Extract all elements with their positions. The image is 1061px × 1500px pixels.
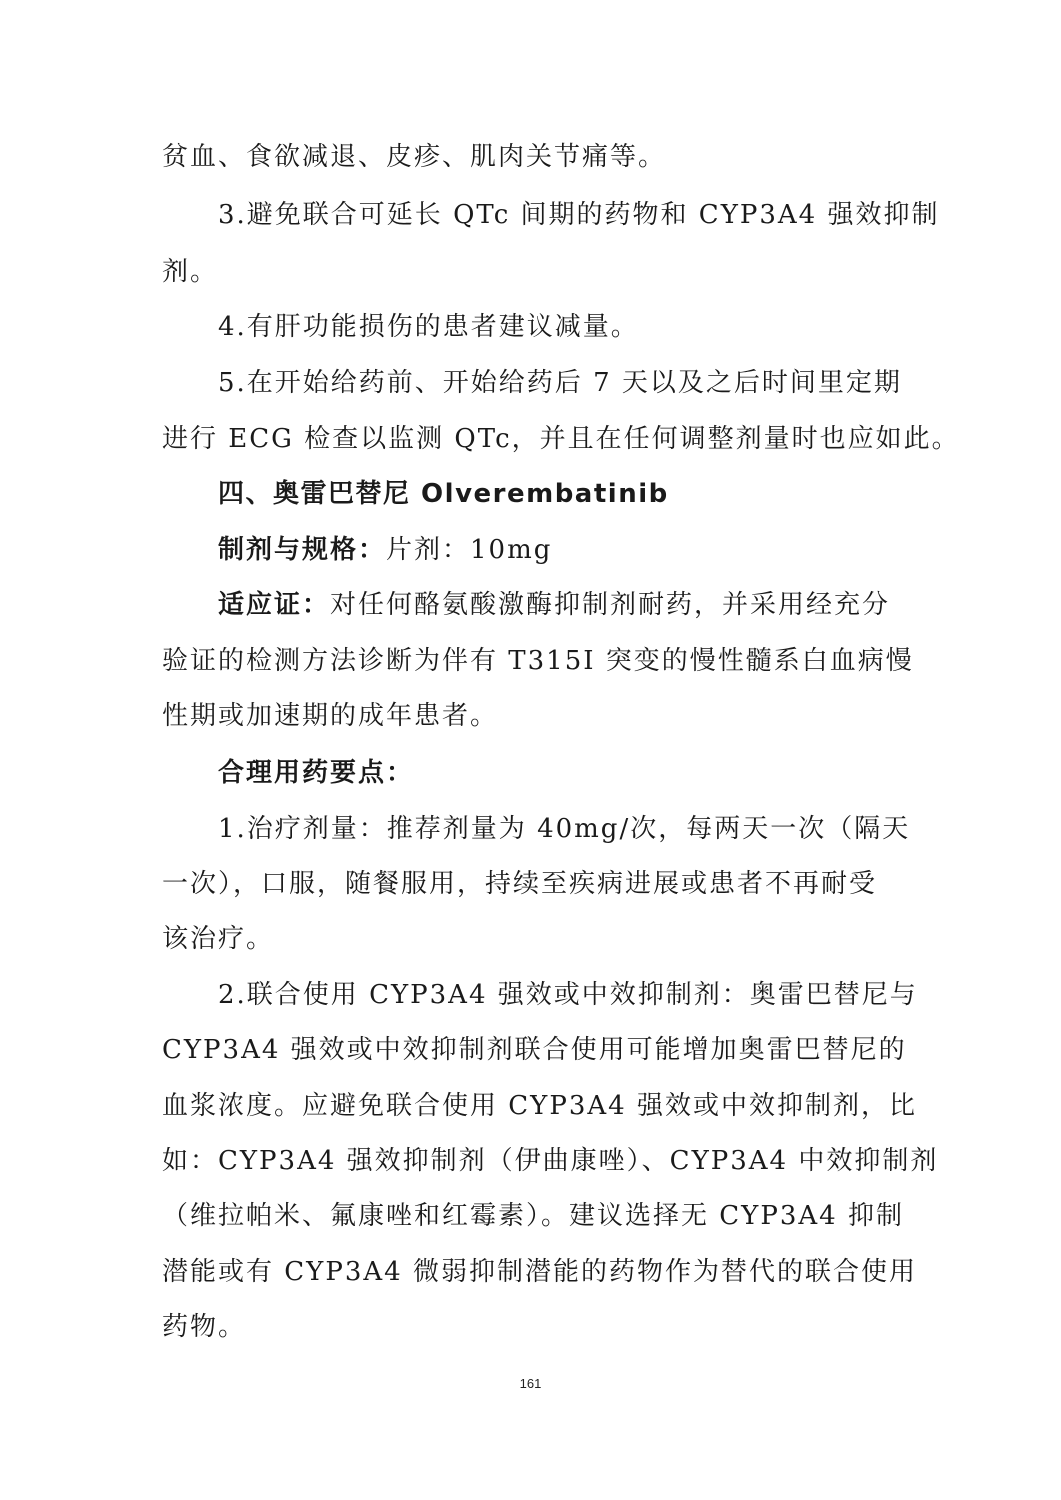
text-line: 验证的检测方法诊断为伴有 T315I 突变的慢性髓系白血病慢: [162, 646, 914, 676]
text-line: 潜能或有 CYP3A4 微弱抑制潜能的药物作为替代的联合使用: [162, 1257, 917, 1287]
text-line: 性期或加速期的成年患者。: [162, 701, 499, 731]
text-line: 4.有肝功能损伤的患者建议减量。: [218, 312, 639, 342]
text-line: 一次），口服，随餐服用，持续至疾病进展或患者不再耐受: [162, 869, 878, 899]
text-line: 该治疗。: [162, 924, 275, 954]
formulation-label: 制剂与规格：: [218, 535, 387, 565]
indication-text: 对任何酪氨酸激酶抑制剂耐药，并采用经充分: [330, 590, 891, 620]
text-line: 血浆浓度。应避免联合使用 CYP3A4 强效或中效抑制剂，比: [162, 1091, 917, 1121]
text-line: 药物。: [162, 1312, 247, 1342]
text-line: 剂。: [162, 257, 219, 287]
text-line: 贫血、食欲减退、皮疹、肌肉关节痛等。: [162, 142, 667, 172]
text-line: 2.联合使用 CYP3A4 强效或中效抑制剂：奥雷巴替尼与: [218, 980, 918, 1010]
section-heading: 四、奥雷巴替尼 Olverembatinib: [218, 479, 669, 509]
indication-line: [218, 588, 1061, 622]
indication-label: 适应证：: [218, 590, 331, 620]
text-line: 3.避免联合可延长 QTc 间期的药物和 CYP3A4 强效抑制: [218, 200, 940, 230]
text-line: 5.在开始给药前、开始给药后 7 天以及之后时间里定期: [218, 368, 902, 398]
text-line: 如：CYP3A4 强效抑制剂（伊曲康唑）、CYP3A4 中效抑制剂: [162, 1146, 939, 1176]
text-line: CYP3A4 强效或中效抑制剂联合使用可能增加奥雷巴替尼的: [162, 1035, 907, 1065]
formulation-text: 片剂：10mg: [386, 535, 553, 565]
key-points-heading: 合理用药要点：: [218, 758, 415, 788]
text-line: 1.治疗剂量：推荐剂量为 40mg/次，每两天一次（隔天: [218, 814, 911, 844]
text-line: （维拉帕米、氟康唑和红霉素）。建议选择无 CYP3A4 抑制: [162, 1201, 904, 1231]
formulation-line: [218, 533, 1061, 567]
text-line: 进行 ECG 检查以监测 QTc，并且在任何调整剂量时也应如此。: [162, 424, 960, 454]
page-number: 161: [519, 1376, 542, 1391]
